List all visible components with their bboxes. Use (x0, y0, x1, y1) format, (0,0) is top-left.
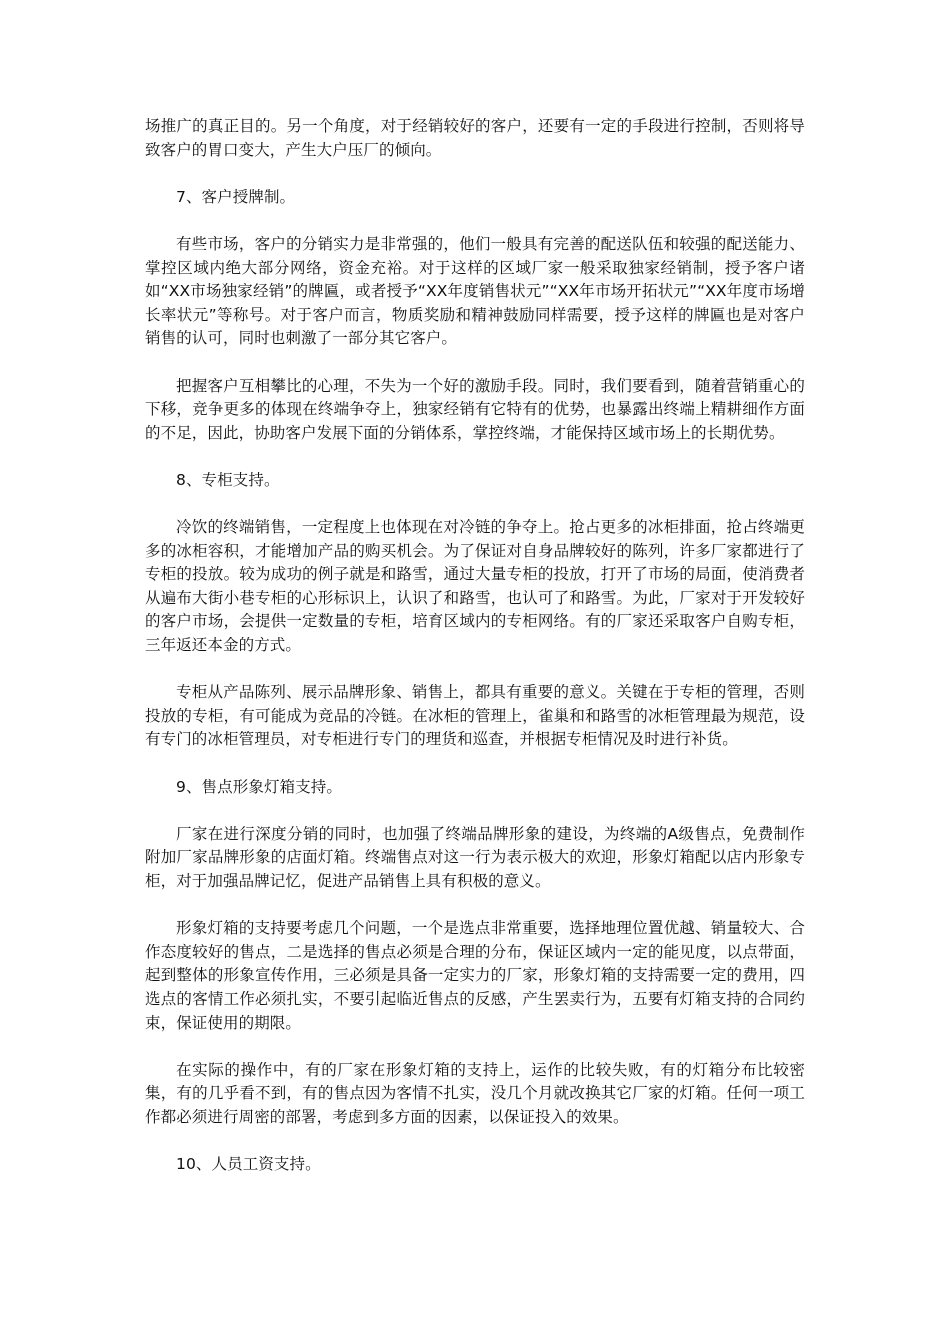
paragraph-9-1: 厂家在进行深度分销的同时，也加强了终端品牌形象的建设，为终端的A级售点，免费制作附加厂家品牌形象的店面灯箱。终端售点对这一行为表示极大的欢迎，形象灯箱配以店内形象专柜，对于加强品牌记忆，促进产品销售上具有积极的意义。 (145, 824, 805, 890)
section-heading-9: 9、售点形象灯箱支持。 (176, 777, 342, 796)
section-heading-8: 8、专柜支持。 (176, 470, 280, 489)
paragraph-9-2: 形象灯箱的支持要考虑几个问题，一个是选点非常重要，选择地理位置优越、销量较大、合作态度较好的售点，二是选择的售点必须是合理的分布，保证区域内一定的能见度，以点带面，起到整体的形象宣传作用，三必须是具备一定实力的厂家，形象灯箱的支持需要一定的费用，四选点的客情工作必须扎实，不要引起临近售点的反感，产生罢卖行为，五要有灯箱支持的合同约束，保证使用的期限。 (145, 919, 805, 1032)
document-page (145, 115, 805, 1200)
paragraph-8-2: 专柜从产品陈列、展示品牌形象、销售上，都具有重要的意义。关键在于专柜的管理，否则投放的专柜，有可能成为竞品的冷链。在冰柜的管理上，雀巢和和路雪的冰柜管理最为规范，设有专门的冰柜管理员，对专柜进行专门的理货和巡查，并根据专柜情况及时进行补货。 (145, 683, 805, 749)
section-heading-7: 7、客户授牌制。 (176, 187, 296, 206)
paragraph-7-2: 把握客户互相攀比的心理，不失为一个好的激励手段。同时，我们要看到，随着营销重心的下移，竞争更多的体现在终端争夺上，独家经销有它特有的优势，也暴露出终端上精耕细作方面的不足，因此，协助客户发展下面的分销体系，掌控终端，才能保持区域市场上的长期优势。 (145, 376, 805, 442)
paragraph-9-3: 在实际的操作中，有的厂家在形象灯箱的支持上，运作的比较失败，有的灯箱分布比较密集，有的几乎看不到，有的售点因为客情不扎实，没几个月就改换其它厂家的灯箱。任何一项工作都必须进行周密的部署，考虑到多方面的因素，以保证投入的效果。 (145, 1060, 805, 1126)
paragraph-7-1: 有些市场，客户的分销实力是非常强的，他们一般具有完善的配送队伍和较强的配送能力、掌控区域内绝大部分网络，资金充裕。对于这样的区域厂家一般采取独家经销制，授予客户诸如“XX市场独家经销”的牌匾，或者授予“XX年度销售状元”“XX年市场开拓状元”“XX年度市场增长率状元”等称号。对于客户而言，物质奖励和精神鼓励同样需要，授予这样的牌匾也是对客户销售的认可，同时也刺激了一部分其它客户。 (145, 234, 805, 348)
section-heading-10: 10、人员工资支持。 (176, 1155, 321, 1174)
paragraph-8-1: 冷饮的终端销售，一定程度上也体现在对冷链的争夺上。抢占更多的冰柜排面，抢占终端更多的冰柜容积，才能增加产品的购买机会。为了保证对自身品牌较好的陈列，许多厂家都进行了专柜的投放。较为成功的例子就是和路雪，通过大量专柜的投放，打开了市场的局面，使消费者从遍布大街小巷专柜的心形标识上，认识了和路雪，也认可了和路雪。为此，厂家对于开发较好的客户市场，会提供一定数量的专柜，培育区域内的专柜网络。有的厂家还采取客户自购专柜，三年返还本金的方式。 (145, 518, 805, 655)
paragraph-intro-continuation: 场推广的真正目的。另一个角度，对于经销较好的客户，还要有一定的手段进行控制，否则将导致客户的胃口变大，产生大户压厂的倾向。 (145, 117, 805, 159)
